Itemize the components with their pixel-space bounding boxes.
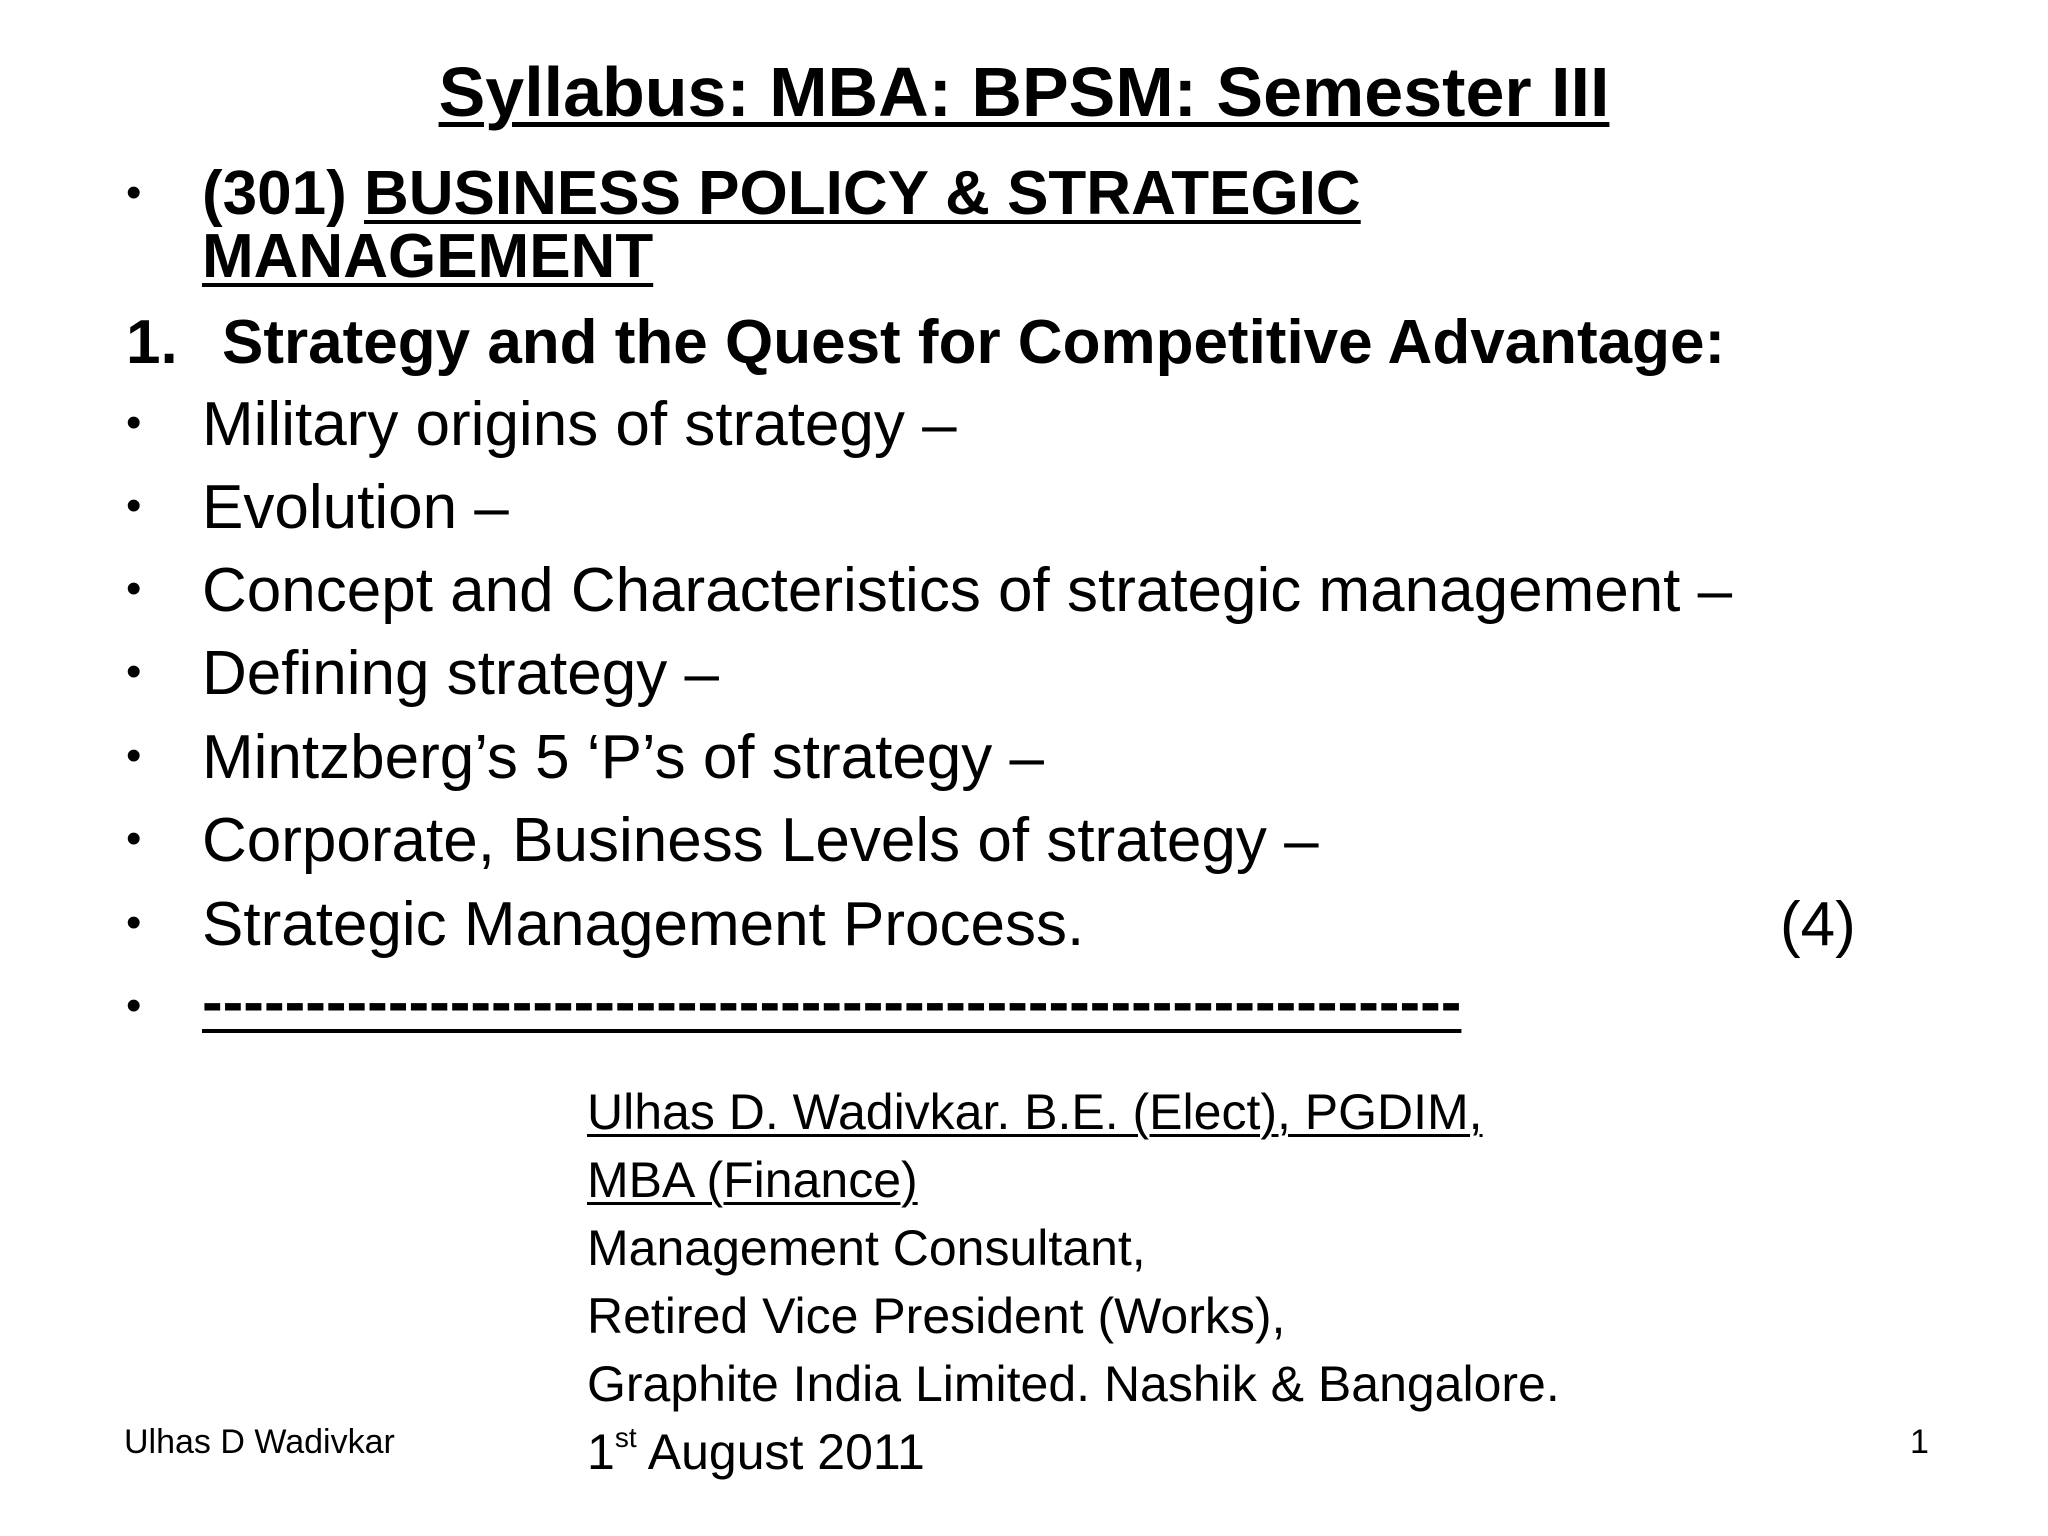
author-former-role-line: Retired Vice President (Works), <box>587 1288 1286 1344</box>
author-company-line: Graphite India Limited. Nashik & Bangalore. <box>587 1356 1560 1412</box>
unit-number: 1. <box>126 308 178 377</box>
topic-item: Corporate, Business Levels of strategy – <box>202 806 1319 875</box>
date-rest: August 2011 <box>636 1424 925 1480</box>
bullet-icon: • <box>126 981 142 1030</box>
unit-heading-text: Strategy and the Quest for Competitive Advantage: <box>222 308 1726 377</box>
divider-line <box>202 968 1461 1038</box>
author-role-line: Management Consultant, <box>587 1220 1146 1276</box>
course-code: (301) <box>202 159 347 228</box>
bullet-icon: • <box>126 898 142 947</box>
author-qualification-line: MBA (Finance) <box>587 1152 918 1208</box>
course-title-line1 <box>202 159 1361 229</box>
slide-title-text: Syllabus: MBA: BPSM: Semester III <box>438 53 1610 131</box>
date-suffix: st <box>614 1422 637 1453</box>
topic-item: Concept and Characteristics of strategic management – <box>202 556 1733 625</box>
topic-item: Evolution – <box>202 473 509 542</box>
course-name-line2: MANAGEMENT <box>202 222 654 291</box>
bullet-icon: • <box>126 731 142 780</box>
divider-text: ------------------------------------------------------------- <box>202 968 1462 1037</box>
course-title-line2 <box>202 222 653 292</box>
topic-item: Strategic Management Process. <box>202 890 1085 959</box>
bullet-icon: • <box>126 398 142 447</box>
topic-item: Defining strategy – <box>202 639 719 708</box>
footer-author: Ulhas D Wadivkar <box>124 1423 395 1461</box>
slide-title <box>0 46 2048 138</box>
date-day: 1 <box>587 1424 615 1480</box>
author-name-line: Ulhas D. Wadivkar. B.E. (Elect), PGDIM, <box>587 1084 1483 1140</box>
topic-item: Mintzberg’s 5 ‘P’s of strategy – <box>202 723 1044 792</box>
course-name-line1: BUSINESS POLICY & STRATEGIC <box>363 159 1361 228</box>
author-block <box>587 1078 1560 1486</box>
bullet-icon: • <box>126 481 142 530</box>
author-date-line <box>587 1418 1560 1486</box>
bullet-icon: • <box>126 814 142 863</box>
page-number: 1 <box>1910 1423 1929 1461</box>
bullet-icon: • <box>126 647 142 696</box>
bullet-icon: • <box>126 168 142 217</box>
unit-hours: (4) <box>1780 890 1856 959</box>
bullet-icon: • <box>126 564 142 613</box>
topic-item: Military origins of strategy – <box>202 390 957 459</box>
unit-heading <box>126 308 1725 378</box>
